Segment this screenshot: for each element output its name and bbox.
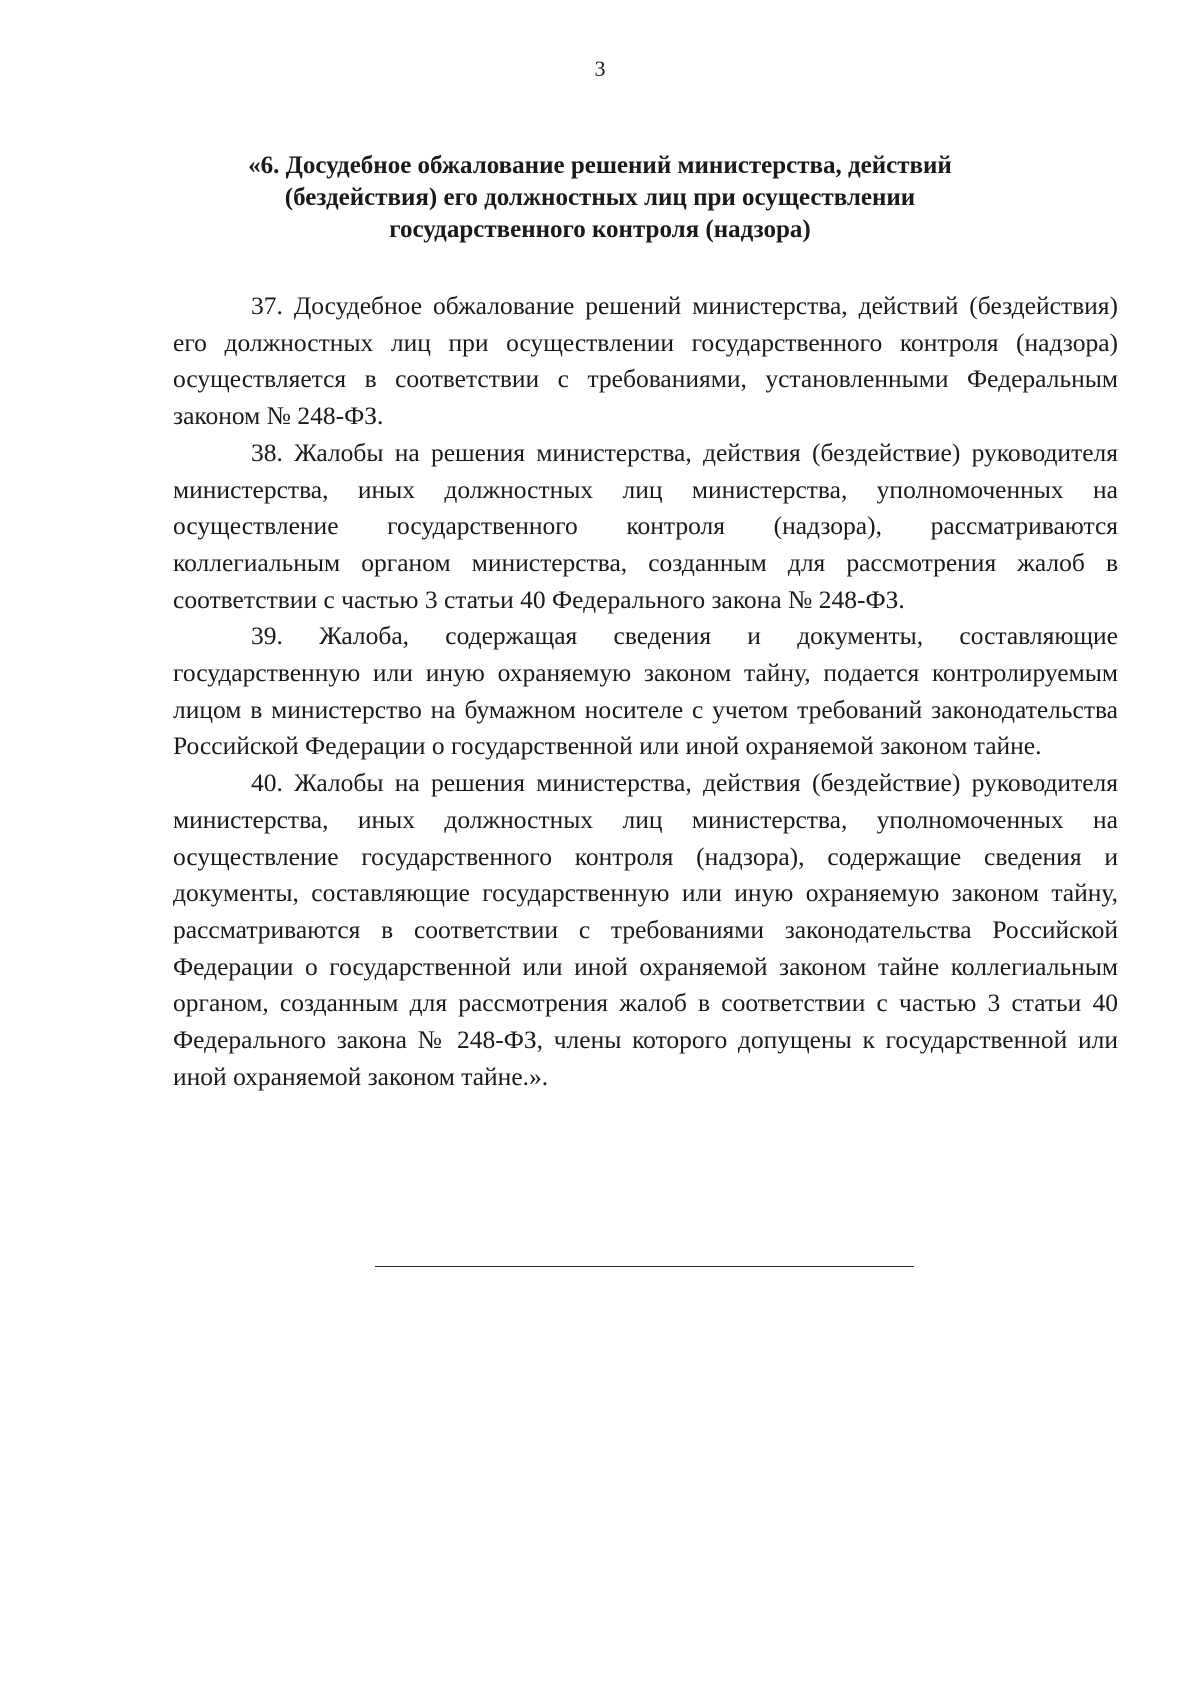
section-heading-line-3: государственного контроля (надзора) — [389, 216, 811, 243]
paragraph-40: 40. Жалобы на решения министерства, действия (бездействие) руководителя министерства, иных должностных лиц министерства, уполномоченных на осуществление государственного контроля (надзора), содержащие сведения и документы, составляющие государственную или иную охраняемую законом тайну, рассматриваются в соответствии с требованиями законодательства Российской Федерации о государственной или иной охраняемой законом тайне коллегиальным органом, созданным для рассмотрения жалоб в соответствии с частью 3 статьи 40 Федерального закона № 248-ФЗ, члены которого допущены к государственной или иной охраняемой законом тайне.». — [173, 768, 1118, 1091]
paragraph-39: 39. Жалоба, содержащая сведения и документы, составляющие государственную или иную охраняемую законом тайну, подается контролируемым лицом в министерство на бумажном носителе с учетом требований законодательства Российской Федерации о государственной или иной охраняемой законом тайне. — [173, 621, 1118, 761]
paragraph-37: 37. Досудебное обжалование решений министерства, действий (бездействия) его должностных лиц при осуществлении государственного контроля (надзора) осуществляется в соответствии с требованиями, установленными Федеральным законом № 248-ФЗ. — [173, 291, 1118, 431]
document-body — [173, 288, 1118, 1095]
closing-divider-line — [375, 1266, 914, 1267]
section-heading-line-2: (бездействия) его должностных лиц при осуществлении — [284, 184, 916, 211]
page-number: 3 — [594, 56, 606, 81]
section-heading — [200, 150, 1000, 246]
section-heading-line-1: «6. Досудебное обжалование решений министерства, действий — [248, 152, 952, 179]
paragraph-38: 38. Жалобы на решения министерства, действия (бездействие) руководителя министерства, иных должностных лиц министерства, уполномоченных на осуществление государственного контроля (надзора), рассматриваются коллегиальным органом министерства, созданным для рассмотрения жалоб в соответствии с частью 3 статьи 40 Федерального закона № 248-ФЗ. — [173, 437, 1118, 614]
